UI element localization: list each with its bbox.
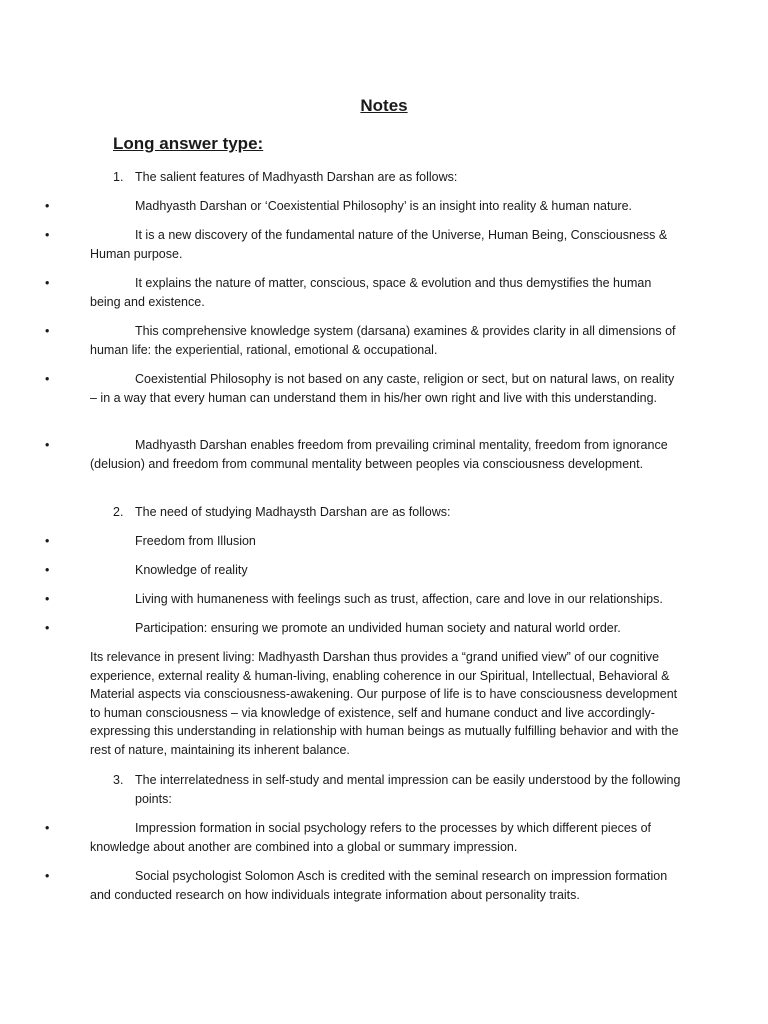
bullet-item [45,274,680,311]
bullet-item [45,561,680,580]
bullet-icon: • [45,438,50,452]
bullet-icon: • [45,199,50,213]
bullet-text: Freedom from Illusion [135,534,256,548]
numbered-heading-text: The interrelatedness in self-study and mental impression can be easily understood by the following points: [135,773,681,806]
bullet-item [45,322,680,359]
bullet-text: Living with humaneness with feelings such as trust, affection, care and love in our relationships. [135,592,663,606]
numbered-heading-text: The salient features of Madhyasth Darshan are as follows: [135,170,458,184]
bullet-item [45,619,680,638]
bullet-item [45,867,680,904]
bullet-item [45,436,680,473]
bullet-text: Social psychologist Solomon Asch is credited with the seminal research on impression formation and conducted research on how individuals integrate information about personality traits. [90,869,668,902]
numbered-heading-text: The need of studying Madhaysth Darshan are as follows: [135,505,451,519]
section-subtitle: Long answer type: [113,134,264,153]
numbered-heading-1 [113,168,702,187]
list-number: 1. [113,170,124,184]
bullet-text: It is a new discovery of the fundamental nature of the Universe, Human Being, Consciousness & Human purpose. [90,228,668,261]
bullet-text: Participation: ensuring we promote an undivided human society and natural world order. [135,621,621,635]
bullet-icon: • [45,534,50,548]
bullet-item [45,370,680,407]
bullet-icon: • [45,563,50,577]
numbered-heading-3 [113,771,702,808]
bullet-item [45,590,680,609]
bullet-icon: • [45,821,50,835]
bullet-text: Knowledge of reality [135,563,248,577]
numbered-heading-2 [113,503,702,522]
list-number: 3. [113,773,124,787]
page-title: Notes [360,96,408,115]
bullet-icon: • [45,276,50,290]
bullet-text: This comprehensive knowledge system (darsana) examines & provides clarity in all dimensions of human life: the experiential, rational, emotional & occupational. [90,324,676,357]
list-number: 2. [113,505,124,519]
bullet-item [45,226,680,263]
bullet-text: It explains the nature of matter, conscious, space & evolution and thus demystifies the human being and existence. [90,276,652,309]
bullet-icon: • [45,228,50,242]
bullet-text: Madhyasth Darshan enables freedom from prevailing criminal mentality, freedom from ignorance (delusion) and freedom from communal mentality between peoples via consciousness development. [90,438,668,471]
bullet-item [45,819,680,856]
bullet-item [45,532,680,551]
bullet-text: Madhyasth Darshan or ‘Coexistential Philosophy’ is an insight into reality & human nature. [135,199,633,213]
bullet-item [45,197,680,216]
bullet-icon: • [45,621,50,635]
bullet-icon: • [45,372,50,386]
bullet-icon: • [45,869,50,883]
bullet-text: Coexistential Philosophy is not based on any caste, religion or sect, but on natural laws, on reality – in a way that every human can understand them in his/her own right and live with this understanding. [90,372,675,405]
bullet-icon: • [45,592,50,606]
bullet-text: Impression formation in social psychology refers to the processes by which different pieces of knowledge about another are combined into a global or summary impression. [90,821,651,854]
relevance-paragraph: Its relevance in present living: Madhyasth Darshan thus provides a “grand unified view” of our cognitive experience, external reality & human-living, enabling coherence in our Spiritual, Intellectual, Behavioral & Material aspects via consciousness-awakening. Our purpose of life is to have consciousness development to human consciousness – via knowledge of existence, self and humane conduct and live accordingly- expressing this understanding in relationship with human beings as mutually fulfilling behavior and with the rest of nature, maintaining its inherent balance. [90,650,679,757]
bullet-icon: • [45,324,50,338]
